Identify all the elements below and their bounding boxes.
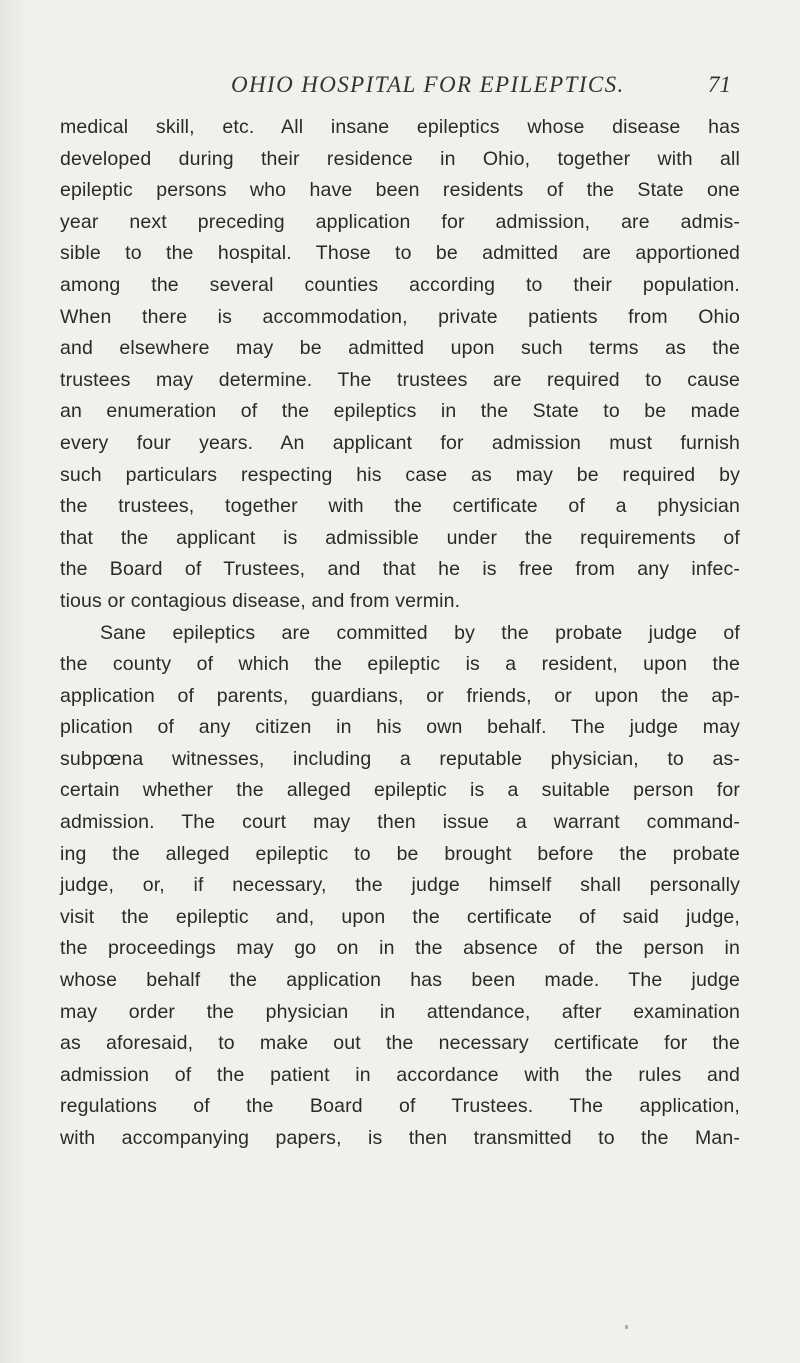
text-line: tious or contagious disease, and from vermin.	[60, 589, 461, 612]
text-line: application of parents, guardians, or friends, or upon the ap-	[60, 684, 740, 707]
text-line: whose behalf the application has been made. The judge	[60, 969, 740, 992]
text-line: as aforesaid, to make out the necessary certificate for the	[60, 1032, 740, 1055]
text-line: ing the alleged epileptic to be brought before the probate	[60, 842, 740, 865]
text-line: the county of which the epileptic is a resident, upon the	[60, 653, 740, 676]
text-line: trustees may determine. The trustees are required to cause	[60, 368, 740, 391]
text-line: plication of any citizen in his own behalf. The judge may	[60, 716, 740, 739]
text-line: year next preceding application for admission, are admis-	[60, 210, 740, 233]
page-number: 71	[708, 72, 731, 97]
text-line: Sane epileptics are committed by the probate judge of	[100, 621, 740, 644]
text-line: regulations of the Board of Trustees. The application,	[60, 1095, 740, 1118]
text-line: certain whether the alleged epileptic is a suitable person for	[60, 779, 740, 802]
text-line: admission of the patient in accordance with the rules and	[60, 1063, 740, 1086]
text-line: an enumeration of the epileptics in the State to be made	[60, 400, 740, 423]
text-line: with accompanying papers, is then transmitted to the Man-	[60, 1127, 740, 1149]
text-line: visit the epileptic and, upon the certificate of said judge,	[60, 905, 740, 928]
text-line: may order the physician in attendance, after examination	[60, 1000, 740, 1023]
paragraph	[60, 112, 740, 618]
text-line: among the several counties according to their population.	[60, 273, 740, 296]
text-line: sible to the hospital. Those to be admitted are apportioned	[60, 242, 740, 265]
text-line: such particulars respecting his case as may be required by	[60, 463, 740, 486]
text-line: epileptic persons who have been residents of the State one	[60, 179, 740, 202]
paragraph	[60, 618, 740, 1155]
text-line: the proceedings may go on in the absence of the person in	[60, 937, 740, 960]
running-title: OHIO HOSPITAL FOR EPILEPTICS.	[231, 72, 625, 97]
text-line: judge, or, if necessary, the judge himself shall personally	[60, 874, 740, 897]
text-line: developed during their residence in Ohio, together with all	[60, 147, 740, 170]
text-line: every four years. An applicant for admission must furnish	[60, 431, 740, 454]
text-line: the trustees, together with the certificate of a physician	[60, 495, 740, 518]
text-line: that the applicant is admissible under the requirements of	[60, 526, 740, 549]
text-line: the Board of Trustees, and that he is free from any infec-	[60, 558, 740, 581]
ink-speck	[625, 1325, 628, 1329]
running-head	[60, 72, 731, 112]
text-line: subpœna witnesses, including a reputable physician, to as-	[60, 747, 740, 770]
body-text	[60, 112, 740, 1155]
text-line: admission. The court may then issue a warrant command-	[60, 811, 740, 834]
text-line: and elsewhere may be admitted upon such terms as the	[60, 337, 740, 360]
text-line: When there is accommodation, private patients from Ohio	[60, 305, 740, 328]
text-line: medical skill, etc. All insane epileptics whose disease has	[60, 116, 740, 138]
